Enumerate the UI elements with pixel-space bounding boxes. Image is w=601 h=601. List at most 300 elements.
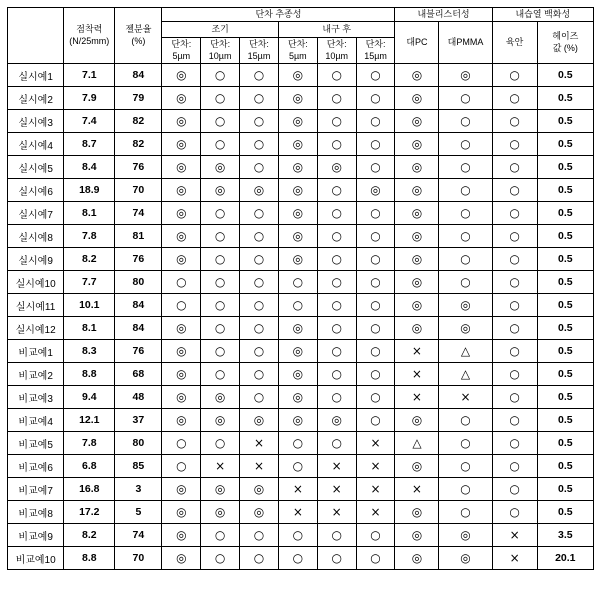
cell-adhesion: 7.4 (64, 110, 115, 133)
row-label: 비교예7 (8, 478, 64, 501)
cell-step-initial-10um: ○ (201, 317, 240, 340)
cell-visual: ○ (492, 501, 537, 524)
cell-step-initial-10um: ○ (201, 547, 240, 570)
cell-haze: 0.5 (537, 478, 593, 501)
cell-step-after-10um: ○ (317, 340, 356, 363)
col-step-initial-5um: 단차: 5µm (162, 38, 201, 64)
table-row (8, 294, 594, 317)
row-label: 실시예2 (8, 87, 64, 110)
table-row (8, 363, 594, 386)
cell-blister-pmma: ◎ (439, 547, 492, 570)
cell-haze: 0.5 (537, 294, 593, 317)
row-label: 실시예10 (8, 271, 64, 294)
cell-gel-fraction: 74 (115, 202, 162, 225)
cell-adhesion: 12.1 (64, 409, 115, 432)
cell-step-after-15um: ○ (356, 317, 395, 340)
cell-step-after-15um: × (356, 455, 395, 478)
table-row (8, 547, 594, 570)
cell-step-after-5um: ◎ (278, 225, 317, 248)
col-adhesion: 점착력 (N/25mm) (64, 8, 115, 64)
cell-step-initial-10um: ○ (201, 524, 240, 547)
cell-blister-pmma: ○ (439, 156, 492, 179)
cell-adhesion: 8.8 (64, 547, 115, 570)
col-group-blister-resistance: 내블리스터성 (395, 8, 492, 22)
col-step-after-10um: 단차: 10µm (317, 38, 356, 64)
cell-blister-pmma: ○ (439, 432, 492, 455)
cell-step-after-10um: ○ (317, 271, 356, 294)
col-haze: 헤이즈 값 (%) (537, 22, 593, 64)
col-group-step-followability: 단차 추종성 (162, 8, 395, 22)
cell-step-after-5um: ○ (278, 271, 317, 294)
corner-cell (8, 8, 64, 64)
table-row (8, 133, 594, 156)
cell-step-after-5um: ◎ (278, 179, 317, 202)
cell-step-after-5um: ○ (278, 432, 317, 455)
cell-step-initial-15um: ○ (240, 317, 279, 340)
cell-adhesion: 10.1 (64, 294, 115, 317)
table-row (8, 179, 594, 202)
cell-step-initial-15um: ○ (240, 133, 279, 156)
cell-gel-fraction: 76 (115, 156, 162, 179)
col-step-after-5um: 단차: 5µm (278, 38, 317, 64)
cell-visual: ○ (492, 202, 537, 225)
cell-blister-pmma: ○ (439, 455, 492, 478)
cell-blister-pc: ◎ (395, 455, 439, 478)
cell-gel-fraction: 82 (115, 133, 162, 156)
cell-gel-fraction: 80 (115, 271, 162, 294)
table-row (8, 524, 594, 547)
cell-visual: × (492, 547, 537, 570)
cell-blister-pmma: ○ (439, 409, 492, 432)
cell-haze: 20.1 (537, 547, 593, 570)
col-group-initial: 조기 (162, 22, 279, 38)
cell-step-after-15um: ○ (356, 271, 395, 294)
cell-haze: 0.5 (537, 87, 593, 110)
col-gel-fraction: 젤분율 (%) (115, 8, 162, 64)
cell-blister-pmma: ○ (439, 225, 492, 248)
cell-step-initial-10um: ◎ (201, 501, 240, 524)
cell-step-initial-15um: ○ (240, 225, 279, 248)
cell-haze: 0.5 (537, 64, 593, 87)
cell-step-after-15um: × (356, 478, 395, 501)
cell-gel-fraction: 68 (115, 363, 162, 386)
cell-gel-fraction: 76 (115, 248, 162, 271)
cell-blister-pc: ◎ (395, 179, 439, 202)
cell-step-after-5um: ◎ (278, 409, 317, 432)
cell-step-initial-5um: ◎ (162, 156, 201, 179)
cell-blister-pmma: ◎ (439, 524, 492, 547)
cell-step-after-15um: ○ (356, 363, 395, 386)
cell-step-after-10um: × (317, 455, 356, 478)
col-step-after-15um: 단차: 15µm (356, 38, 395, 64)
cell-gel-fraction: 85 (115, 455, 162, 478)
cell-visual: ○ (492, 87, 537, 110)
cell-step-initial-15um: ○ (240, 202, 279, 225)
cell-step-initial-10um: ○ (201, 340, 240, 363)
row-label: 실시예5 (8, 156, 64, 179)
cell-visual: ○ (492, 156, 537, 179)
cell-step-initial-5um: ◎ (162, 409, 201, 432)
table-row (8, 409, 594, 432)
cell-step-initial-15um: ◎ (240, 478, 279, 501)
cell-blister-pc: ◎ (395, 271, 439, 294)
cell-step-initial-15um: ○ (240, 64, 279, 87)
cell-blister-pc: ◎ (395, 87, 439, 110)
cell-gel-fraction: 84 (115, 64, 162, 87)
cell-blister-pmma: △ (439, 363, 492, 386)
cell-gel-fraction: 76 (115, 340, 162, 363)
cell-step-initial-15um: ○ (240, 340, 279, 363)
cell-step-after-15um: ○ (356, 524, 395, 547)
cell-step-after-5um: ◎ (278, 110, 317, 133)
cell-blister-pmma: ◎ (439, 64, 492, 87)
cell-adhesion: 8.7 (64, 133, 115, 156)
cell-step-initial-5um: ○ (162, 271, 201, 294)
cell-step-after-15um: ○ (356, 248, 395, 271)
cell-blister-pc: × (395, 386, 439, 409)
cell-haze: 0.5 (537, 363, 593, 386)
cell-adhesion: 8.2 (64, 524, 115, 547)
cell-visual: × (492, 524, 537, 547)
cell-gel-fraction: 79 (115, 87, 162, 110)
cell-step-initial-15um: ○ (240, 294, 279, 317)
cell-visual: ○ (492, 179, 537, 202)
cell-gel-fraction: 37 (115, 409, 162, 432)
cell-haze: 0.5 (537, 432, 593, 455)
cell-step-initial-5um: ○ (162, 455, 201, 478)
cell-haze: 0.5 (537, 340, 593, 363)
cell-step-initial-15um: × (240, 455, 279, 478)
cell-step-initial-15um: ○ (240, 386, 279, 409)
cell-step-after-5um: ○ (278, 524, 317, 547)
cell-blister-pc: ◎ (395, 317, 439, 340)
table-row (8, 386, 594, 409)
cell-adhesion: 17.2 (64, 501, 115, 524)
cell-step-after-15um: ○ (356, 225, 395, 248)
cell-step-initial-5um: ◎ (162, 64, 201, 87)
cell-gel-fraction: 5 (115, 501, 162, 524)
cell-step-after-10um: ○ (317, 432, 356, 455)
cell-step-after-5um: ◎ (278, 156, 317, 179)
cell-step-initial-5um: ○ (162, 294, 201, 317)
cell-blister-pmma: ○ (439, 110, 492, 133)
table-row (8, 455, 594, 478)
cell-step-initial-5um: ◎ (162, 386, 201, 409)
cell-step-after-5um: × (278, 478, 317, 501)
cell-step-initial-15um: × (240, 432, 279, 455)
cell-step-after-10um: ○ (317, 87, 356, 110)
cell-blister-pmma: ○ (439, 87, 492, 110)
cell-step-initial-15um: ○ (240, 87, 279, 110)
cell-step-after-15um: ○ (356, 386, 395, 409)
cell-step-initial-10um: ◎ (201, 179, 240, 202)
cell-step-after-15um: ○ (356, 294, 395, 317)
cell-step-after-5um: ◎ (278, 386, 317, 409)
col-vs-pmma: 대PMMA (439, 22, 492, 64)
table-row (8, 202, 594, 225)
cell-step-after-5um: ○ (278, 455, 317, 478)
cell-blister-pc: × (395, 478, 439, 501)
cell-adhesion: 7.8 (64, 432, 115, 455)
cell-haze: 0.5 (537, 271, 593, 294)
cell-step-initial-15um: ○ (240, 156, 279, 179)
table-row (8, 87, 594, 110)
cell-adhesion: 16.8 (64, 478, 115, 501)
cell-step-after-5um: ◎ (278, 248, 317, 271)
cell-gel-fraction: 84 (115, 317, 162, 340)
cell-haze: 3.5 (537, 524, 593, 547)
cell-step-initial-15um: ◎ (240, 179, 279, 202)
row-label: 실시예11 (8, 294, 64, 317)
cell-step-after-15um: ○ (356, 156, 395, 179)
cell-blister-pc: × (395, 340, 439, 363)
cell-gel-fraction: 70 (115, 179, 162, 202)
header-row-1 (8, 8, 594, 22)
cell-step-after-15um: ○ (356, 110, 395, 133)
cell-visual: ○ (492, 363, 537, 386)
cell-visual: ○ (492, 248, 537, 271)
cell-visual: ○ (492, 64, 537, 87)
cell-blister-pc: ◎ (395, 248, 439, 271)
cell-gel-fraction: 82 (115, 110, 162, 133)
cell-step-initial-10um: ◎ (201, 478, 240, 501)
cell-step-after-5um: ◎ (278, 64, 317, 87)
cell-step-after-10um: ○ (317, 179, 356, 202)
table-row (8, 317, 594, 340)
cell-blister-pmma: ○ (439, 478, 492, 501)
cell-step-after-10um: ○ (317, 248, 356, 271)
cell-step-initial-5um: ◎ (162, 133, 201, 156)
row-label: 실시예1 (8, 64, 64, 87)
row-label: 비교예4 (8, 409, 64, 432)
cell-step-initial-10um: × (201, 455, 240, 478)
cell-step-after-10um: × (317, 501, 356, 524)
cell-step-initial-5um: ◎ (162, 317, 201, 340)
cell-step-initial-5um: ◎ (162, 547, 201, 570)
cell-adhesion: 7.8 (64, 225, 115, 248)
cell-blister-pmma: ○ (439, 501, 492, 524)
cell-blister-pmma: ○ (439, 248, 492, 271)
cell-haze: 0.5 (537, 409, 593, 432)
cell-blister-pc: ◎ (395, 501, 439, 524)
cell-step-after-10um: ◎ (317, 156, 356, 179)
cell-adhesion: 7.1 (64, 64, 115, 87)
col-step-initial-10um: 단차: 10µm (201, 38, 240, 64)
cell-blister-pmma: ○ (439, 133, 492, 156)
cell-adhesion: 7.7 (64, 271, 115, 294)
table-row (8, 110, 594, 133)
cell-step-initial-5um: ◎ (162, 225, 201, 248)
cell-blister-pc: ◎ (395, 524, 439, 547)
results-table (7, 7, 594, 570)
cell-haze: 0.5 (537, 110, 593, 133)
col-visual: 육안 (492, 22, 537, 64)
cell-step-after-15um: ○ (356, 87, 395, 110)
cell-step-after-15um: ○ (356, 202, 395, 225)
cell-haze: 0.5 (537, 179, 593, 202)
cell-blister-pc: ◎ (395, 64, 439, 87)
cell-haze: 0.5 (537, 455, 593, 478)
cell-step-initial-10um: ○ (201, 64, 240, 87)
row-label: 비교예10 (8, 547, 64, 570)
cell-blister-pc: ◎ (395, 547, 439, 570)
cell-step-after-15um: × (356, 432, 395, 455)
cell-step-initial-15um: ◎ (240, 501, 279, 524)
col-vs-pc: 대PC (395, 22, 439, 64)
cell-step-initial-10um: ○ (201, 271, 240, 294)
cell-adhesion: 8.3 (64, 340, 115, 363)
cell-step-after-10um: ○ (317, 363, 356, 386)
col-step-initial-15um: 단차: 15µm (240, 38, 279, 64)
cell-step-after-5um: ◎ (278, 363, 317, 386)
cell-step-initial-15um: ◎ (240, 409, 279, 432)
cell-haze: 0.5 (537, 225, 593, 248)
cell-step-after-10um: ○ (317, 133, 356, 156)
cell-visual: ○ (492, 432, 537, 455)
cell-adhesion: 8.4 (64, 156, 115, 179)
cell-step-after-5um: ◎ (278, 133, 317, 156)
cell-blister-pmma: ○ (439, 179, 492, 202)
cell-step-initial-15um: ○ (240, 271, 279, 294)
cell-visual: ○ (492, 317, 537, 340)
cell-visual: ○ (492, 133, 537, 156)
cell-blister-pc: ◎ (395, 409, 439, 432)
cell-visual: ○ (492, 409, 537, 432)
col-group-after-durability: 내구 후 (278, 22, 395, 38)
cell-visual: ○ (492, 294, 537, 317)
row-label: 비교예2 (8, 363, 64, 386)
cell-step-after-5um: ◎ (278, 317, 317, 340)
cell-step-after-15um: ○ (356, 133, 395, 156)
cell-step-initial-5um: ◎ (162, 110, 201, 133)
cell-step-initial-10um: ◎ (201, 156, 240, 179)
cell-step-after-10um: × (317, 478, 356, 501)
cell-step-initial-15um: ○ (240, 363, 279, 386)
cell-blister-pc: ◎ (395, 294, 439, 317)
cell-visual: ○ (492, 225, 537, 248)
cell-step-initial-5um: ◎ (162, 478, 201, 501)
cell-step-initial-15um: ○ (240, 248, 279, 271)
cell-visual: ○ (492, 386, 537, 409)
cell-step-after-5um: × (278, 501, 317, 524)
cell-step-after-10um: ○ (317, 64, 356, 87)
cell-step-after-10um: ○ (317, 317, 356, 340)
cell-step-after-5um: ○ (278, 547, 317, 570)
cell-adhesion: 8.1 (64, 202, 115, 225)
col-group-whitening: 내습열 백화성 (492, 8, 593, 22)
table-row (8, 478, 594, 501)
cell-step-after-15um: × (356, 501, 395, 524)
cell-step-initial-5um: ◎ (162, 524, 201, 547)
table-row (8, 432, 594, 455)
cell-step-initial-5um: ◎ (162, 179, 201, 202)
cell-blister-pc: △ (395, 432, 439, 455)
cell-blister-pmma: ○ (439, 202, 492, 225)
cell-gel-fraction: 48 (115, 386, 162, 409)
row-label: 실시예6 (8, 179, 64, 202)
cell-gel-fraction: 81 (115, 225, 162, 248)
cell-step-initial-10um: ◎ (201, 386, 240, 409)
cell-step-after-15um: ○ (356, 547, 395, 570)
cell-gel-fraction: 70 (115, 547, 162, 570)
cell-blister-pc: ◎ (395, 202, 439, 225)
cell-step-after-10um: ○ (317, 110, 356, 133)
cell-haze: 0.5 (537, 248, 593, 271)
cell-haze: 0.5 (537, 202, 593, 225)
table-row (8, 64, 594, 87)
cell-adhesion: 9.4 (64, 386, 115, 409)
row-label: 비교예8 (8, 501, 64, 524)
cell-gel-fraction: 3 (115, 478, 162, 501)
row-label: 비교예5 (8, 432, 64, 455)
cell-step-initial-5um: ○ (162, 432, 201, 455)
cell-step-after-5um: ○ (278, 294, 317, 317)
cell-step-after-10um: ○ (317, 225, 356, 248)
cell-visual: ○ (492, 271, 537, 294)
cell-blister-pc: × (395, 363, 439, 386)
cell-haze: 0.5 (537, 133, 593, 156)
cell-adhesion: 8.8 (64, 363, 115, 386)
cell-step-initial-15um: ○ (240, 547, 279, 570)
cell-step-after-15um: ○ (356, 340, 395, 363)
row-label: 실시예7 (8, 202, 64, 225)
cell-adhesion: 6.8 (64, 455, 115, 478)
cell-step-initial-10um: ○ (201, 110, 240, 133)
row-label: 비교예3 (8, 386, 64, 409)
cell-step-initial-15um: ○ (240, 524, 279, 547)
cell-haze: 0.5 (537, 156, 593, 179)
row-label: 실시예9 (8, 248, 64, 271)
cell-step-initial-5um: ◎ (162, 501, 201, 524)
cell-step-initial-5um: ◎ (162, 340, 201, 363)
cell-step-initial-10um: ○ (201, 87, 240, 110)
table-row (8, 271, 594, 294)
cell-step-initial-15um: ○ (240, 110, 279, 133)
cell-step-initial-10um: ◎ (201, 409, 240, 432)
cell-visual: ○ (492, 455, 537, 478)
cell-visual: ○ (492, 340, 537, 363)
cell-blister-pmma: △ (439, 340, 492, 363)
cell-step-after-15um: ○ (356, 409, 395, 432)
cell-step-initial-5um: ◎ (162, 248, 201, 271)
cell-haze: 0.5 (537, 386, 593, 409)
cell-gel-fraction: 84 (115, 294, 162, 317)
table-row (8, 248, 594, 271)
cell-step-initial-10um: ○ (201, 133, 240, 156)
cell-step-after-10um: ○ (317, 386, 356, 409)
cell-haze: 0.5 (537, 501, 593, 524)
cell-adhesion: 18.9 (64, 179, 115, 202)
cell-visual: ○ (492, 478, 537, 501)
cell-blister-pc: ◎ (395, 225, 439, 248)
cell-step-after-5um: ◎ (278, 202, 317, 225)
row-label: 실시예4 (8, 133, 64, 156)
cell-blister-pmma: × (439, 386, 492, 409)
cell-step-initial-10um: ○ (201, 202, 240, 225)
cell-blister-pmma: ○ (439, 271, 492, 294)
cell-step-after-10um: ○ (317, 294, 356, 317)
cell-gel-fraction: 74 (115, 524, 162, 547)
cell-blister-pc: ◎ (395, 110, 439, 133)
cell-step-after-5um: ◎ (278, 87, 317, 110)
cell-step-after-10um: ○ (317, 547, 356, 570)
cell-step-after-10um: ○ (317, 202, 356, 225)
cell-blister-pmma: ◎ (439, 317, 492, 340)
cell-visual: ○ (492, 110, 537, 133)
cell-adhesion: 8.2 (64, 248, 115, 271)
row-label: 비교예1 (8, 340, 64, 363)
row-label: 실시예12 (8, 317, 64, 340)
